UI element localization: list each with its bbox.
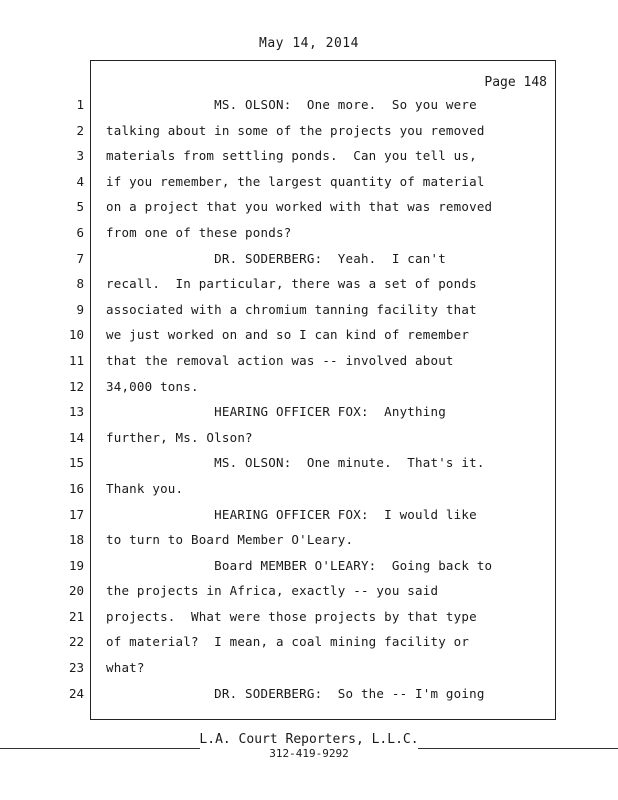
- line-number: 4: [76, 173, 84, 189]
- footer-company: L.A. Court Reporters, L.L.C.: [199, 732, 419, 747]
- line-number: 11: [68, 352, 84, 368]
- line-number: 13: [68, 404, 84, 420]
- line-number: 21: [68, 608, 84, 624]
- line-number: 9: [76, 301, 84, 317]
- transcript-line: we just worked on and so I can kind of remember: [106, 327, 470, 343]
- line-number: 16: [68, 480, 84, 496]
- line-number: 6: [76, 224, 84, 240]
- transcript-line: further, Ms. Olson?: [106, 429, 253, 445]
- transcript-line: from one of these ponds?: [106, 224, 292, 240]
- transcript-line: MS. OLSON: One minute. That's it.: [106, 455, 485, 471]
- transcript-line: if you remember, the largest quantity of material: [106, 173, 485, 189]
- line-number: 23: [68, 660, 84, 676]
- transcript-line: on a project that you worked with that was removed: [106, 199, 493, 215]
- line-number: 24: [68, 685, 84, 701]
- line-number: 7: [76, 250, 84, 266]
- transcript-line: the projects in Africa, exactly -- you said: [106, 583, 439, 599]
- line-number: 14: [68, 429, 84, 445]
- line-numbers: [58, 92, 84, 706]
- line-number: 1: [76, 97, 84, 112]
- transcript-line: Board MEMBER O'LEARY: Going back to: [106, 557, 493, 573]
- footer-phone: 312-419-9292: [269, 747, 349, 760]
- transcript-body: [106, 92, 546, 706]
- line-number: 19: [68, 557, 84, 573]
- transcript-line: DR. SODERBERG: So the -- I'm going: [106, 685, 485, 701]
- line-number: 20: [68, 583, 84, 599]
- transcript-line: 34,000 tons.: [106, 378, 199, 394]
- transcript-line: Thank you.: [106, 480, 184, 496]
- header-date: May 14, 2014: [259, 36, 359, 51]
- page-label: Page 148: [484, 75, 547, 90]
- transcript-line: to turn to Board Member O'Leary.: [106, 532, 354, 548]
- line-number: 2: [76, 122, 84, 138]
- line-number: 18: [68, 532, 84, 548]
- transcript-line: recall. In particular, there was a set of ponds: [106, 276, 477, 292]
- transcript-line: HEARING OFFICER FOX: I would like: [106, 506, 477, 522]
- line-number: 5: [76, 199, 84, 215]
- line-number: 8: [76, 276, 84, 292]
- transcript-line: of material? I mean, a coal mining facility or: [106, 634, 470, 650]
- line-number: 3: [76, 148, 84, 164]
- transcript-line: DR. SODERBERG: Yeah. I can't: [106, 250, 446, 266]
- transcript-line: projects. What were those projects by that type: [106, 608, 477, 624]
- line-number: 17: [68, 506, 84, 522]
- line-number: 22: [68, 634, 84, 650]
- line-number: 12: [68, 378, 84, 394]
- line-number: 10: [68, 327, 84, 343]
- transcript-line: associated with a chromium tanning facility that: [106, 301, 477, 317]
- footer-rule-right: [418, 748, 618, 749]
- transcript-line: HEARING OFFICER FOX: Anything: [106, 404, 446, 420]
- transcript-line: materials from settling ponds. Can you tell us,: [106, 148, 477, 164]
- footer-rule-left: [0, 748, 200, 749]
- transcript-line: that the removal action was -- involved about: [106, 352, 454, 368]
- line-number: 15: [68, 455, 84, 471]
- transcript-line: what?: [106, 660, 145, 676]
- transcript-line: talking about in some of the projects you removed: [106, 122, 485, 138]
- transcript-line: MS. OLSON: One more. So you were: [106, 97, 477, 112]
